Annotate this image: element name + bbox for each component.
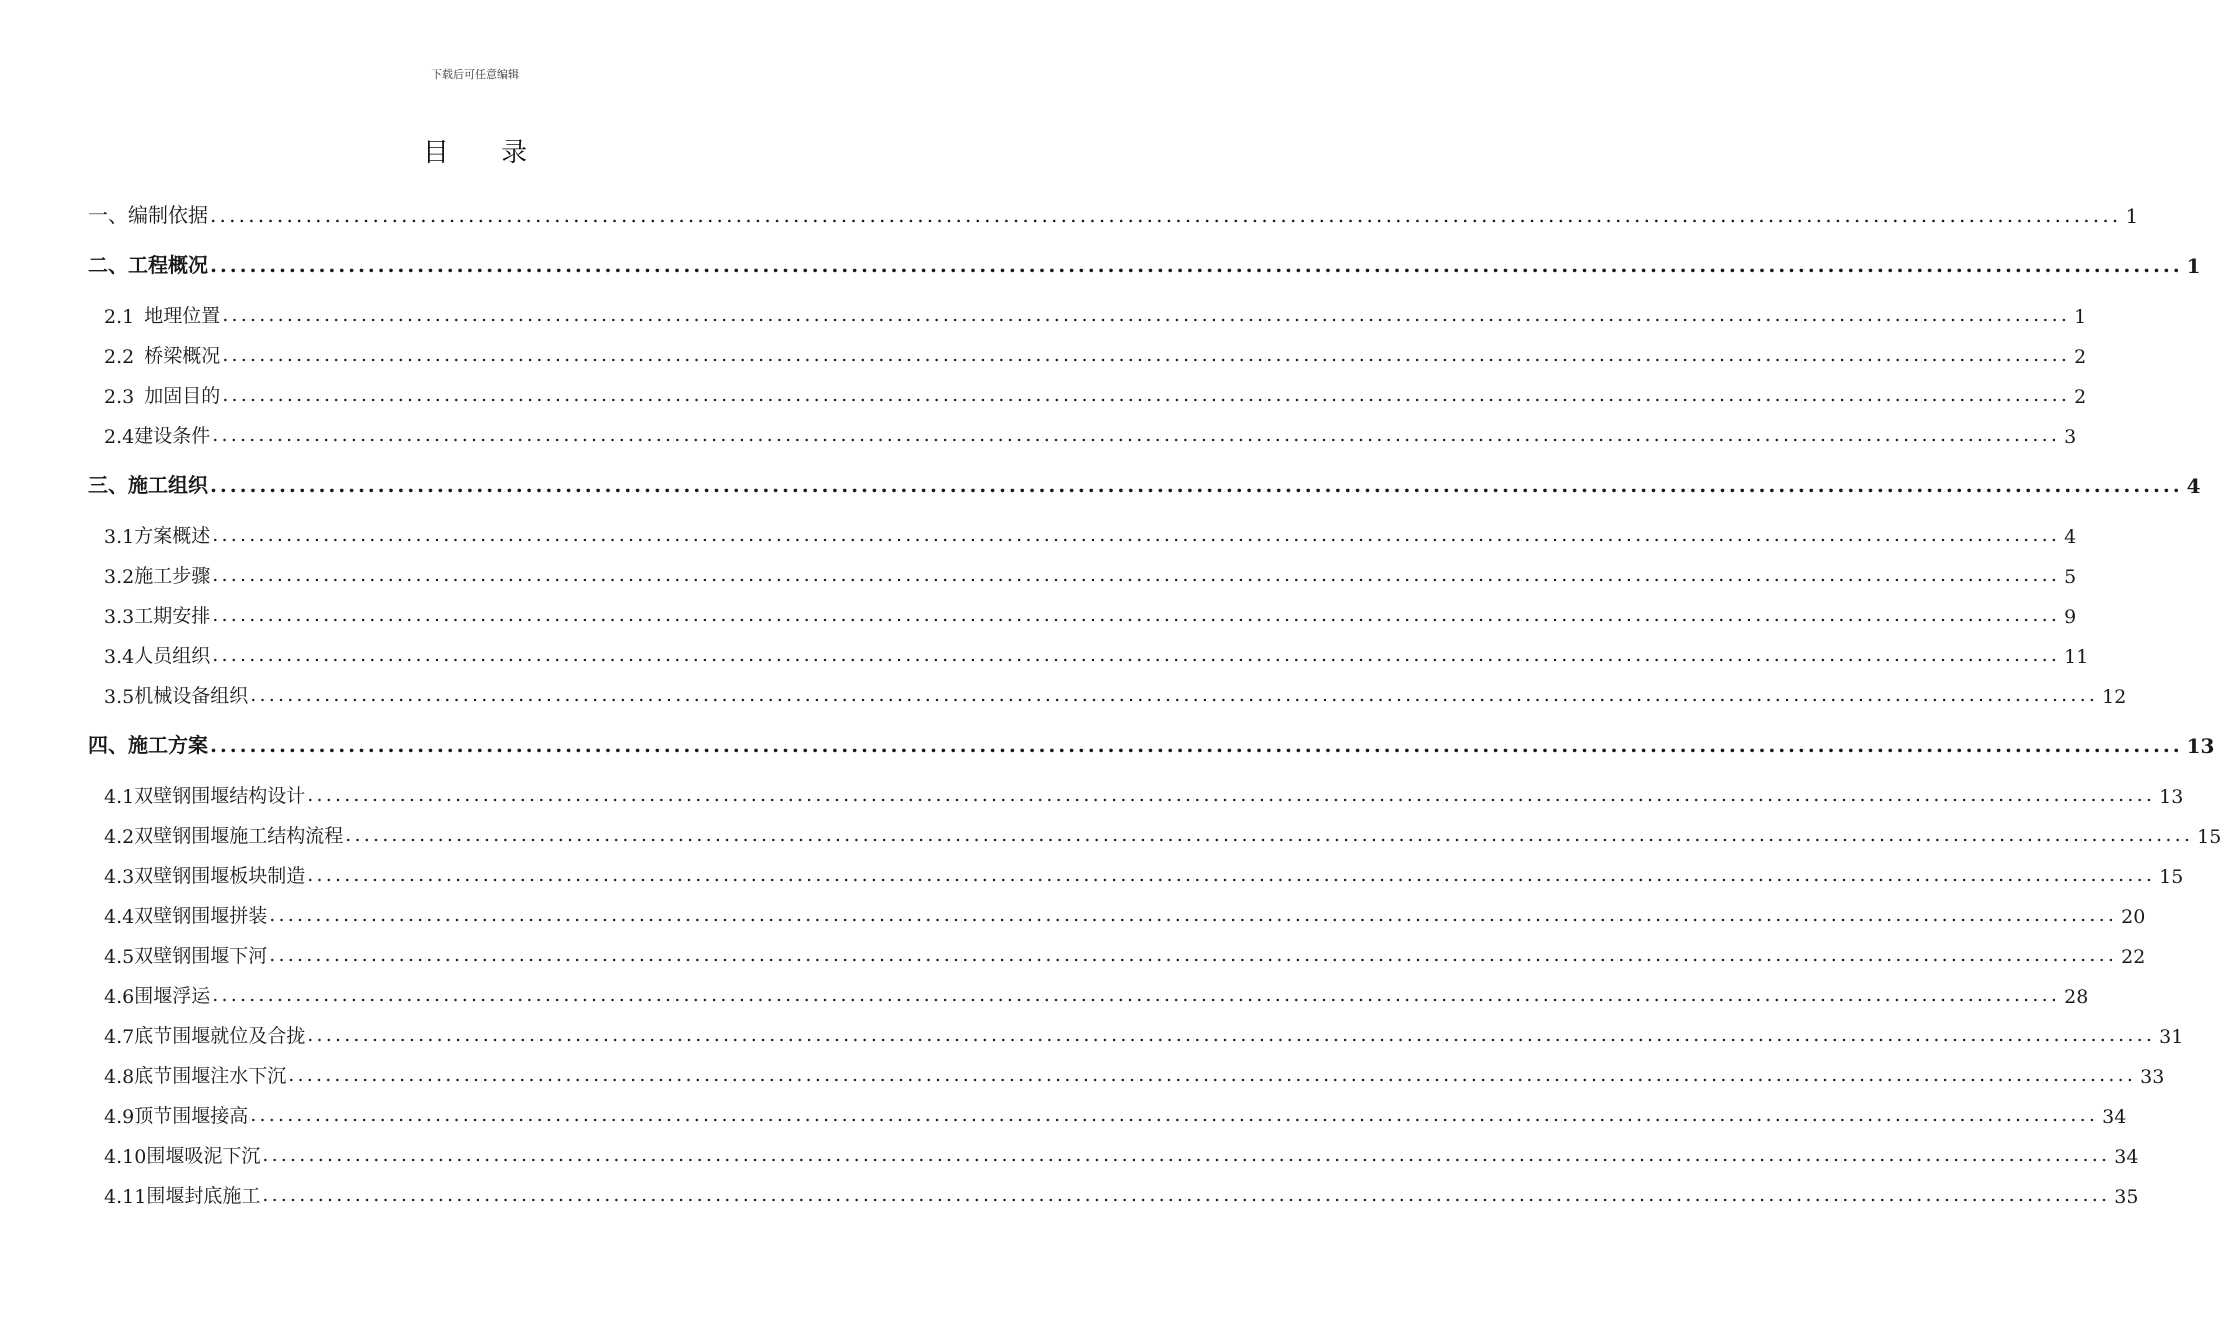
toc-dot-leader: ........................................................................................................................................................................................................ <box>269 944 2118 966</box>
toc-entry-page: 12 <box>2102 686 2127 708</box>
toc-entry-number: 2.4 <box>104 426 135 448</box>
toc-entry-number: 3.2 <box>104 566 135 588</box>
toc-dot-leader: ........................................................................................................................................................................................................ <box>288 1064 2137 1086</box>
toc-dot-leader: ........................................................................................................................................................................................................ <box>250 684 2099 706</box>
toc-entry-page: 9 <box>2064 606 2077 628</box>
toc-entry-page: 20 <box>2121 906 2146 928</box>
toc-entry-title: 人员组织 <box>134 645 211 667</box>
toc-entry-title: 双壁钢围堰结构设计 <box>134 785 306 807</box>
toc-entry-number: 3.1 <box>104 526 135 548</box>
toc-entry-title: 桥梁概况 <box>144 345 221 367</box>
toc-entry-title: 围堰浮运 <box>134 985 211 1007</box>
toc-entry[interactable] <box>0 678 2127 708</box>
toc-dot-leader: ........................................................................................................................................................................................................ <box>210 733 2183 757</box>
toc-dot-leader: ........................................................................................................................................................................................................ <box>212 984 2061 1006</box>
toc-entry-page: 11 <box>2064 646 2089 668</box>
toc-entry-title: 机械设备组织 <box>134 685 249 707</box>
toc-dot-leader: ........................................................................................................................................................................................................ <box>212 604 2061 626</box>
toc-entry[interactable] <box>0 418 2077 448</box>
toc-entry-number: 4.9 <box>104 1106 135 1128</box>
toc-dot-leader: ........................................................................................................................................................................................................ <box>222 304 2071 326</box>
toc-entry[interactable] <box>0 1058 2165 1088</box>
toc-entry-number: 4.7 <box>104 1026 135 1048</box>
toc-entry[interactable] <box>0 818 2221 848</box>
toc-entry-page: 13 <box>2159 786 2184 808</box>
toc-entry-title: 顶节围堰接高 <box>134 1105 249 1127</box>
toc-entry-number: 3.5 <box>104 686 135 708</box>
toc-entry-page: 31 <box>2159 1026 2184 1048</box>
toc-entry[interactable] <box>0 778 2184 808</box>
toc-entry-title: 地理位置 <box>144 305 221 327</box>
toc-entry-title: 施工组织 <box>128 473 208 497</box>
toc-entry[interactable] <box>0 468 2201 498</box>
toc-entry-title: 双壁钢围堰板块制造 <box>134 865 306 887</box>
toc-dot-leader: ........................................................................................................................................................................................................ <box>307 1024 2156 1046</box>
toc-entry[interactable] <box>0 728 2215 758</box>
toc-entry-page: 4 <box>2064 526 2077 548</box>
toc-entry[interactable] <box>0 858 2184 888</box>
toc-entry-number: 四、 <box>88 733 128 757</box>
toc-entry-page: 34 <box>2114 1146 2139 1168</box>
toc-entry[interactable] <box>0 518 2077 548</box>
toc-entry-number: 4.8 <box>104 1066 135 1088</box>
toc-entry-page: 28 <box>2064 986 2089 1008</box>
toc-entry-title: 双壁钢围堰施工结构流程 <box>134 825 344 847</box>
toc-entry-page: 22 <box>2121 946 2146 968</box>
toc-entry[interactable] <box>0 1178 2139 1208</box>
toc-entry-page: 1 <box>2186 254 2201 278</box>
toc-entry-title: 施工方案 <box>128 733 208 757</box>
toc-entry-number: 4.1 <box>104 786 135 808</box>
toc-dot-leader: ........................................................................................................................................................................................................ <box>222 384 2071 406</box>
toc-dot-leader: ........................................................................................................................................................................................................ <box>250 1104 2099 1126</box>
toc-entry-page: 1 <box>2074 306 2087 328</box>
toc-dot-leader: ........................................................................................................................................................................................................ <box>210 203 2122 227</box>
toc-entry-number: 4.10 <box>104 1146 147 1168</box>
toc-entry[interactable] <box>0 978 2089 1008</box>
toc-entry-number: 3.3 <box>104 606 135 628</box>
toc-entry[interactable] <box>0 1018 2184 1048</box>
toc-entry-title: 方案概述 <box>134 525 211 547</box>
header-note: 下载后可任意编辑 <box>431 68 519 81</box>
toc-entry[interactable] <box>0 298 2087 328</box>
toc-entry-title: 底节围堰注水下沉 <box>134 1065 287 1087</box>
toc-entry-title: 工期安排 <box>134 605 211 627</box>
toc-dot-leader: ........................................................................................................................................................................................................ <box>307 784 2156 806</box>
toc-dot-leader: ........................................................................................................................................................................................................ <box>307 864 2156 886</box>
toc-entry[interactable] <box>0 378 2087 408</box>
toc-entry[interactable] <box>0 558 2077 588</box>
toc-entry[interactable] <box>0 338 2087 368</box>
toc-entry-title: 编制依据 <box>128 203 208 227</box>
toc-dot-leader: ........................................................................................................................................................................................................ <box>262 1144 2111 1166</box>
toc-entry-title: 施工步骤 <box>134 565 211 587</box>
toc-entry[interactable] <box>0 1098 2127 1128</box>
toc-entry-title: 工程概况 <box>128 253 208 277</box>
toc-entry-title: 建设条件 <box>134 425 211 447</box>
toc-dot-leader: ........................................................................................................................................................................................................ <box>269 904 2118 926</box>
toc-entry-number: 3.4 <box>104 646 135 668</box>
toc-entry-title: 双壁钢围堰下河 <box>134 945 268 967</box>
toc-entry-number: 4.5 <box>104 946 135 968</box>
toc-entry-title: 底节围堰就位及合拢 <box>134 1025 306 1047</box>
toc-entry-number: 4.11 <box>104 1186 147 1208</box>
toc-dot-leader: ........................................................................................................................................................................................................ <box>212 644 2061 666</box>
toc-entry-number: 4.2 <box>104 826 135 848</box>
toc-entry-page: 1 <box>2125 204 2139 228</box>
toc-dot-leader: ........................................................................................................................................................................................................ <box>212 524 2061 546</box>
toc-entry-number: 一、 <box>88 203 128 227</box>
toc-entry-number: 4.4 <box>104 906 135 928</box>
toc-entry[interactable] <box>0 638 2089 668</box>
toc-entry-number: 2.2 <box>104 346 135 368</box>
toc-dot-leader: ........................................................................................................................................................................................................ <box>212 564 2061 586</box>
toc-entry-title: 围堰吸泥下沉 <box>146 1145 261 1167</box>
toc-entry-page: 2 <box>2074 346 2087 368</box>
toc-dot-leader: ........................................................................................................................................................................................................ <box>210 253 2183 277</box>
toc-entry-page: 35 <box>2114 1186 2139 1208</box>
toc-dot-leader: ........................................................................................................................................................................................................ <box>262 1184 2111 1206</box>
toc-entry[interactable] <box>0 1138 2139 1168</box>
toc-entry-number: 二、 <box>88 253 128 277</box>
toc-entry[interactable] <box>0 938 2146 968</box>
toc-entry-number: 2.3 <box>104 386 135 408</box>
toc-entry-page: 13 <box>2186 734 2215 758</box>
toc-entry-number: 2.1 <box>104 306 135 328</box>
toc-entry-page: 3 <box>2064 426 2077 448</box>
toc-entry[interactable] <box>0 898 2146 928</box>
toc-entry-page: 2 <box>2074 386 2087 408</box>
toc-entry-title: 加固目的 <box>144 385 221 407</box>
toc-entry-page: 5 <box>2064 566 2077 588</box>
toc-entry[interactable] <box>0 598 2077 628</box>
toc-entry-page: 15 <box>2159 866 2184 888</box>
toc-dot-leader: ........................................................................................................................................................................................................ <box>210 473 2183 497</box>
toc-entry-page: 4 <box>2186 474 2201 498</box>
toc-dot-leader: ........................................................................................................................................................................................................ <box>222 344 2071 366</box>
toc-entry-page: 34 <box>2102 1106 2127 1128</box>
toc-dot-leader: ........................................................................................................................................................................................................ <box>212 424 2061 446</box>
toc-entry-number: 4.3 <box>104 866 135 888</box>
toc-entry-number: 4.6 <box>104 986 135 1008</box>
toc-entry-page: 33 <box>2140 1066 2165 1088</box>
toc-entry-title: 双壁钢围堰拼装 <box>134 905 268 927</box>
toc-entry-title: 围堰封底施工 <box>146 1185 261 1207</box>
toc-entry-number: 三、 <box>88 473 128 497</box>
toc-title: 目 录 <box>422 138 550 168</box>
toc-entry[interactable] <box>0 248 2201 278</box>
toc-entry-page: 15 <box>2197 826 2221 848</box>
toc-entry[interactable] <box>0 198 2139 228</box>
toc-dot-leader: ........................................................................................................................................................................................................ <box>345 824 2194 846</box>
